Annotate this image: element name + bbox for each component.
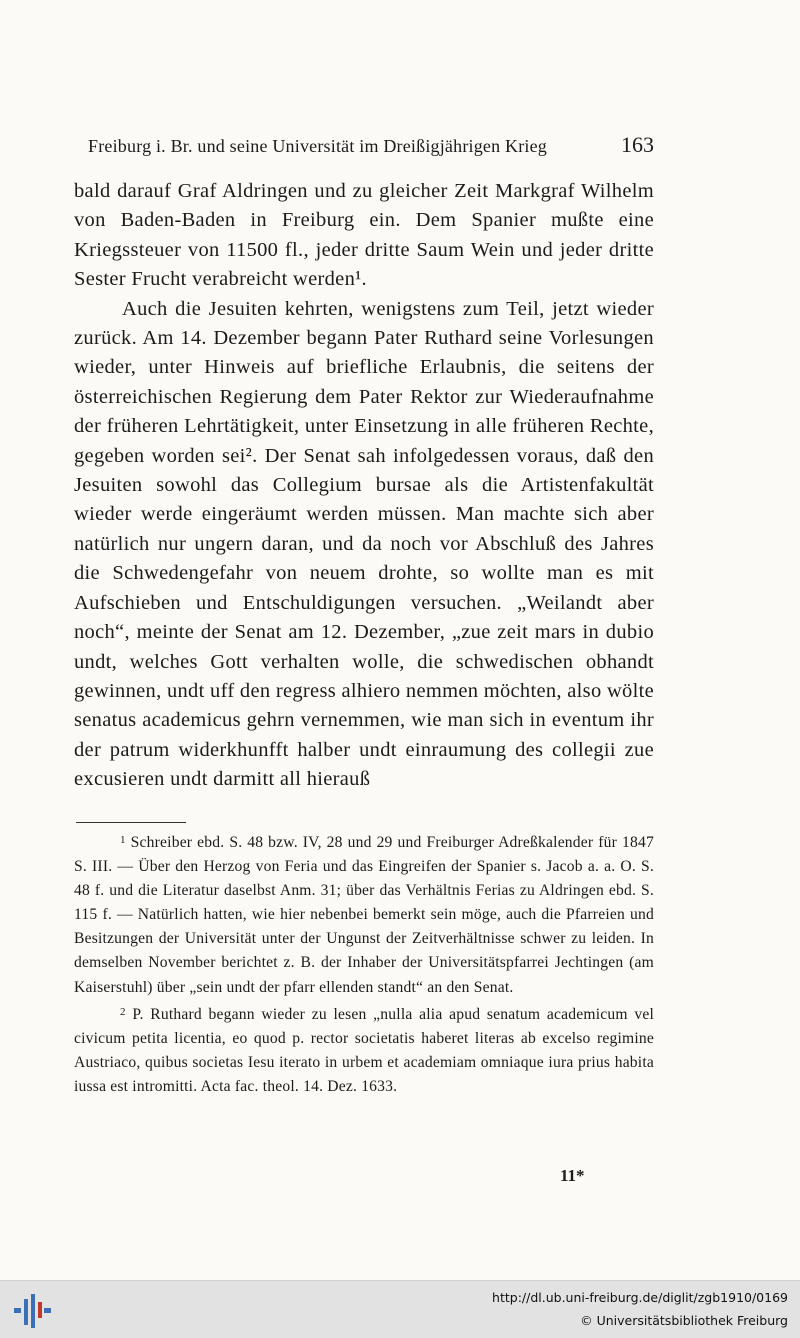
footnote-mark: 2 bbox=[120, 1005, 126, 1018]
footnote-text: P. Ruthard begann wieder zu lesen „nulla alia apud senatum academicum vel civicum petita licentia, eo quod p. rector societatis haberet literas ab excelso regimine Austriaco, quibus societas Iesu iterato in urbem et academiam omniaque iura prius habita iussa est intromitti. Acta fac. theol. 14. Dez. 1633. bbox=[74, 1005, 654, 1095]
running-head-title: Freiburg i. Br. und seine Universität im Dreißigjährigen Krieg bbox=[88, 136, 547, 156]
footnote-text: Schreiber ebd. S. 48 bzw. IV, 28 und 29 und Freiburger Adreßkalender für 1847 S. III. — Über den Herzog von Feria und das Eingreifen der Spanier s. Jacob a. a. O. S. 48 f. und die Literatur daselbst Anm. 31; über das Verhältnis Ferias zu Aldringen ebd. S. 115 f. — Natürlich hatten, wie hier nebenbei bemerkt sein möge, auch die Pfarreien und Besitzungen der Universität unter der Ungunst der Zeitverhältnisse schwer zu leiden. In demselben November berichtet z. B. der Inhaber der Universitätspfarrei Jechtingen (am Kaiserstuhl) über „sein undt der pfarr ellenden standt“ an den Senat. bbox=[74, 834, 654, 996]
footnote bbox=[74, 828, 654, 1000]
copyright-text: © Universitätsbibliothek Freiburg bbox=[580, 1313, 788, 1328]
footnote-divider bbox=[76, 822, 186, 823]
footnote-mark: 1 bbox=[120, 834, 126, 846]
page-number: 163 bbox=[621, 132, 654, 157]
library-logo-icon bbox=[12, 1291, 52, 1331]
source-link[interactable]: http://dl.ub.uni-freiburg.de/diglit/zgb1910/0169 bbox=[492, 1290, 788, 1305]
paragraph: bald darauf Graf Aldringen und zu gleicher Zeit Markgraf Wilhelm von Baden-Baden in Freiburg ein. Dem Spanier mußte eine Kriegssteuer von 11500 fl., jeder dritte Saum Wein und jeder dritte Sester Frucht verabreicht werden¹. bbox=[74, 180, 654, 291]
signature-mark: 11* bbox=[560, 1166, 585, 1185]
footnote bbox=[74, 1000, 654, 1099]
body-text bbox=[74, 177, 654, 795]
paragraph: Auch die Jesuiten kehrten, wenigstens zum Teil, jetzt wieder zurück. Am 14. Dezember begann Pater Ruthard seine Vorlesungen wieder, unter Hinweis auf briefliche Erlaubnis, die seitens der österreichischen Regierung dem Pater Rektor zur Wiederaufnahme der früheren Lehrtätigkeit, unter Einsetzung in alle früheren Rechte, gegeben worden sei². Der Senat sah infolgedessen voraus, daß den Jesuiten sowohl das Collegium bursae als die Artistenfakultät wieder werde eingeräumt werden müssen. Man machte sich aber natürlich nur ungern daran, und da noch vor Abschluß des Jahres die Schwedengefahr von neuem drohte, so wollte man es mit Aufschieben und Entschuldigungen versuchen. „Weilandt aber noch“, meinte der Senat am 12. Dezember, „zue zeit mars in dubio undt, welches Gott verhalten wolle, die schwedischen obhandt gewinnen, undt uff den regress alhiero nemmen möchten, also wölte senatus academicus gehrn vernemmen, wie man sich in eventum ihr der patrum widerkhunfft halber undt einraumung des collegii zue excusieren undt darmitt all hierauß bbox=[74, 297, 654, 791]
running-head bbox=[88, 132, 654, 158]
footer-bar bbox=[0, 1280, 800, 1338]
footnotes bbox=[74, 828, 654, 1099]
